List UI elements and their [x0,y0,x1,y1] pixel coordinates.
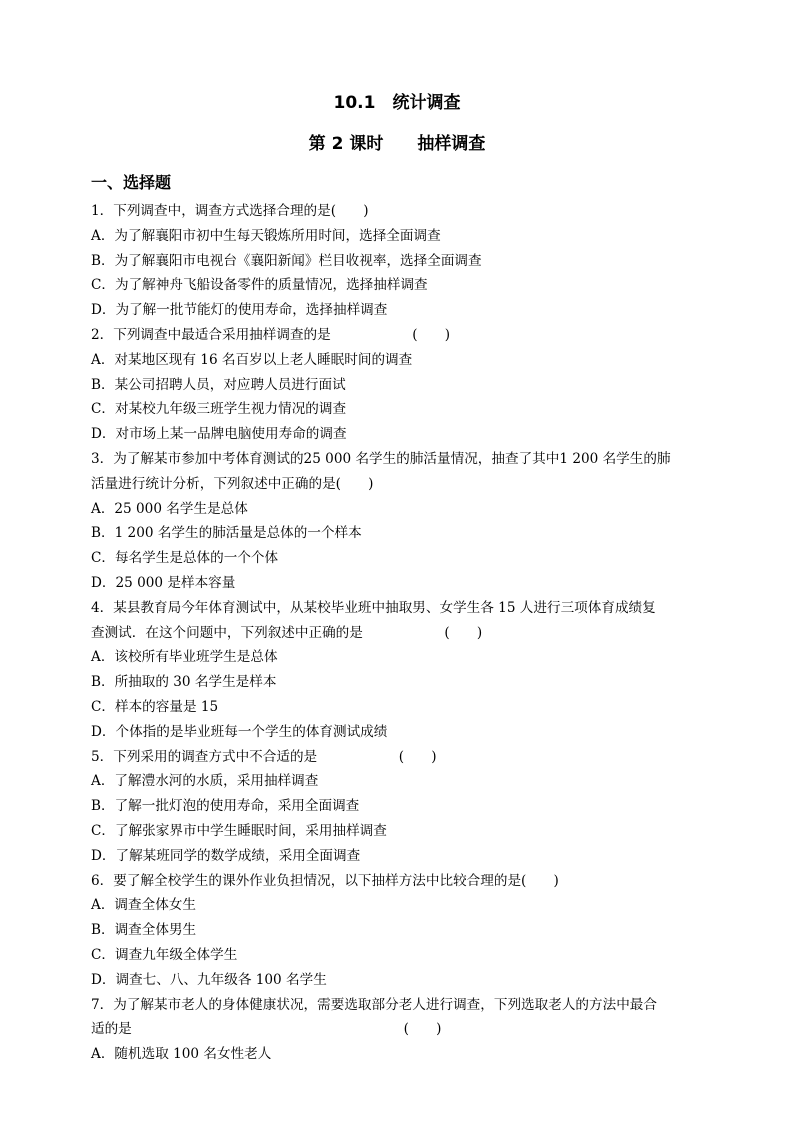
option-line: D．调查七、八、九年级各 100 名学生 [91,971,327,988]
question-line-continued: 适的是 ( ) [91,1021,442,1038]
option-line: A．25 000 名学生是总体 [91,500,248,517]
option-line: A．随机选取 100 名女性老人 [91,1046,272,1063]
option-line: D．25 000 是样本容量 [91,574,236,591]
option-line: A．对某地区现有 16 名百岁以上老人睡眠时间的调查 [91,351,413,368]
option-line: B．为了解襄阳市电视台《襄阳新闻》栏目收视率，选择全面调查 [91,252,482,269]
page-subtitle: 第 2 课时 抽样调查 [308,134,486,154]
question-list [91,199,711,1067]
option-line: B．1 200 名学生的肺活量是总体的一个样本 [91,525,362,542]
question-line: 5．下列采用的调查方式中不合适的是 ( ) [91,748,437,765]
question-line-continued: 查测试．在这个问题中，下列叙述中正确的是 ( ) [91,624,483,641]
option-line: D．了解某班同学的数学成绩，采用全面调查 [91,847,361,864]
question-line: 6．要了解全校学生的课外作业负担情况，以下抽样方法中比较合理的是( ) [91,872,559,889]
question-line: 1．下列调查中，调查方式选择合理的是( ) [91,203,369,219]
option-line: D．个体指的是毕业班每一个学生的体育测试成绩 [91,723,388,740]
option-line: C．调查九年级全体学生 [91,946,238,963]
option-line: C．了解张家界市中学生睡眠时间，采用抽样调查 [91,822,387,839]
option-line: A．调查全体女生 [91,897,196,914]
option-line: B．调查全体男生 [91,922,197,939]
question-line: 2．下列调查中最适合采用抽样调查的是 ( ) [91,326,451,343]
option-line: A．为了解襄阳市初中生每天锻炼所用时间，选择全面调查 [91,227,441,244]
option-line: C．每名学生是总体的一个个体 [91,550,279,567]
option-line: C．为了解神舟飞船设备零件的质量情况，选择抽样调查 [91,277,428,294]
question-line-continued: 活量进行统计分析，下列叙述中正确的是( ) [91,475,374,492]
question-line: 3．为了解某市参加中考体育测试的25 000 名学生的肺活量情况，抽查了其中1 200 名学生的肺 [91,450,671,467]
option-line: A．了解澧水河的水质，采用抽样调查 [91,773,319,790]
page-title: 10.1 统计调查 [333,93,461,113]
option-line: C．样本的容量是 15 [91,698,219,715]
option-line: B．了解一批灯泡的使用寿命，采用全面调查 [91,798,360,815]
option-line: D．为了解一批节能灯的使用寿命，选择抽样调查 [91,302,388,319]
option-line: B．某公司招聘人员，对应聘人员进行面试 [91,376,346,393]
question-line: 7．为了解某市老人的身体健康状况，需要选取部分老人进行调查，下列选取老人的方法中最合 [91,996,657,1013]
option-line: D．对市场上某一品牌电脑使用寿命的调查 [91,426,347,443]
section-heading: 一、选择题 [91,173,172,192]
question-line: 4．某县教育局今年体育测试中，从某校毕业班中抽取男、女学生各 15 人进行三项体育成绩复 [91,599,656,616]
option-line: B．所抽取的 30 名学生是样本 [91,674,277,691]
option-line: C．对某校九年级三班学生视力情况的调查 [91,401,347,418]
option-line: A．该校所有毕业班学生是总体 [91,649,278,666]
